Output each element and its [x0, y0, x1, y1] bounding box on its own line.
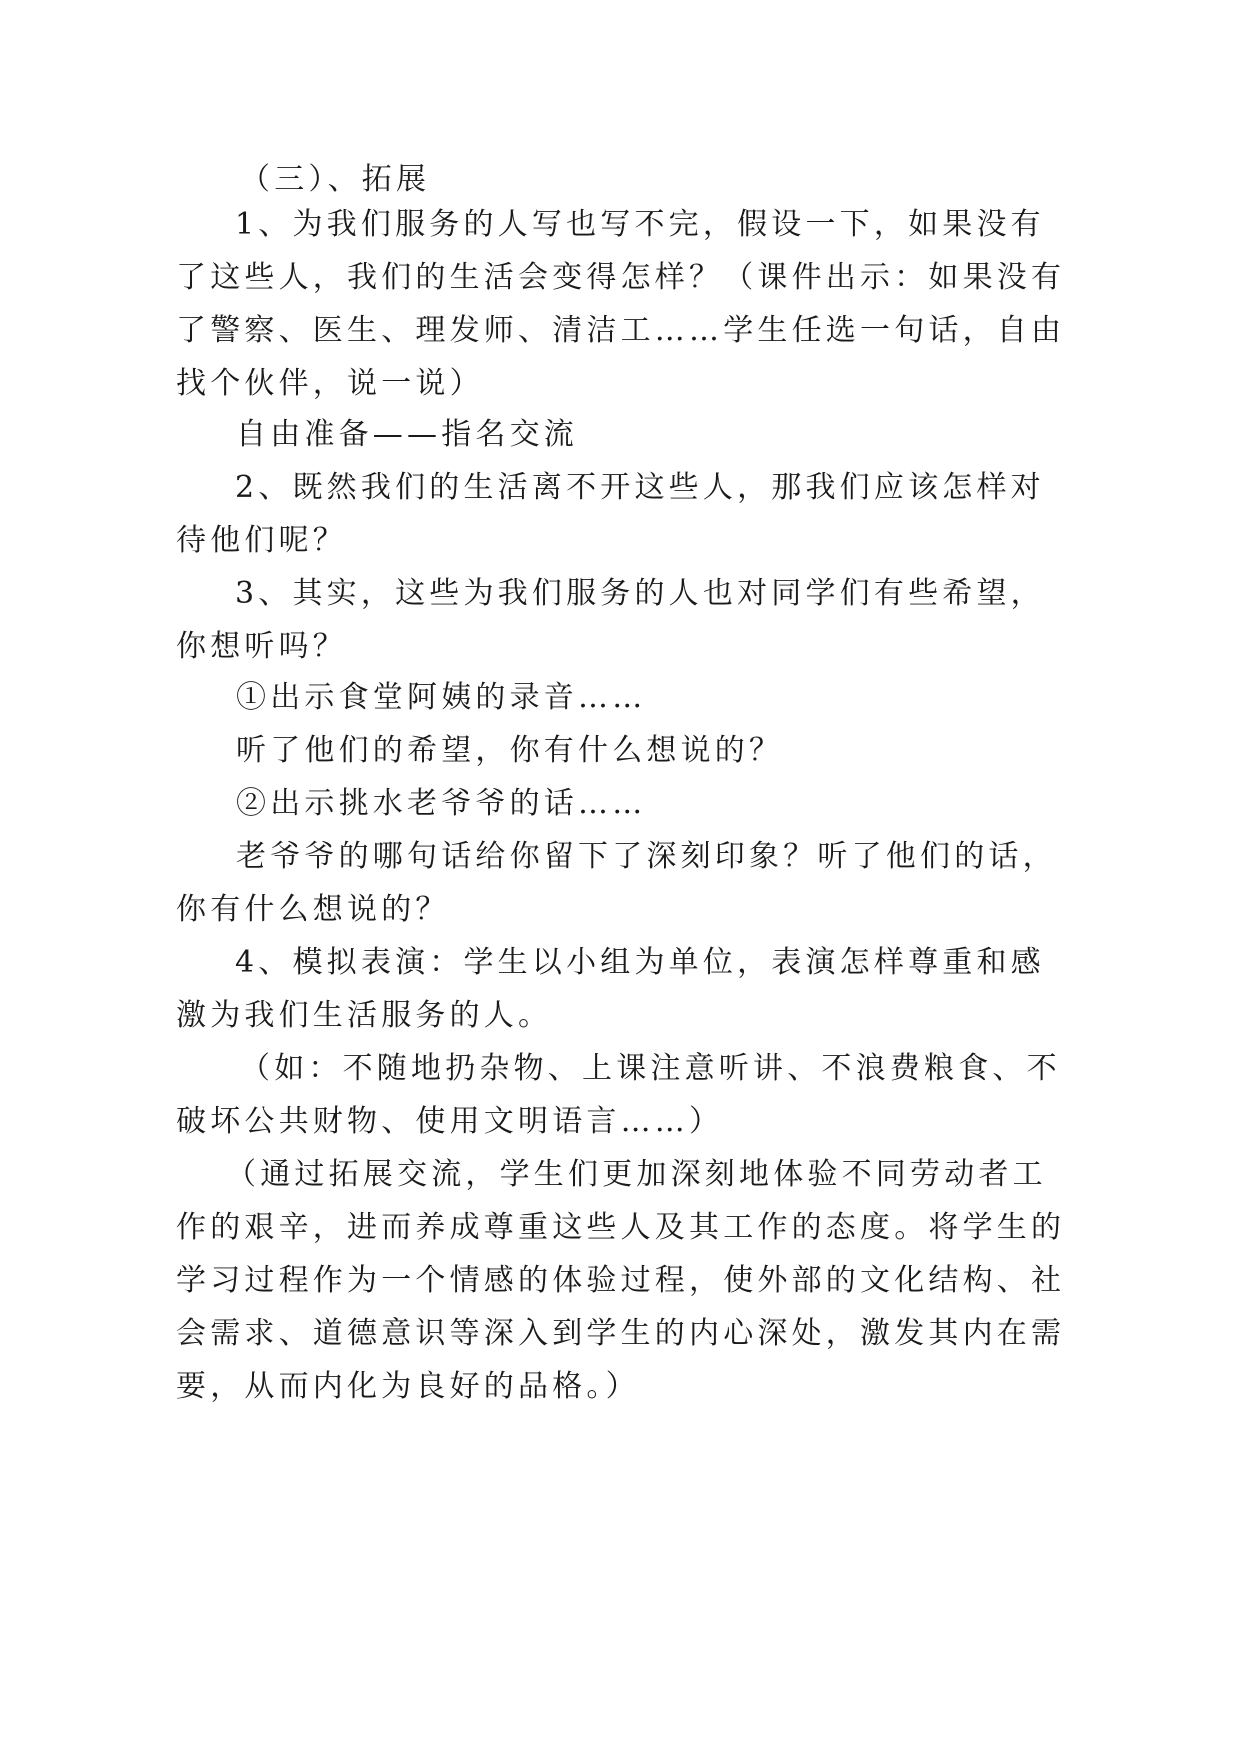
- paragraph-line: ①出示食堂阿姨的录音……: [236, 680, 647, 715]
- paragraph-line: 破坏公共财物、使用文明语言……）: [176, 1104, 724, 1139]
- paragraph-line: 3、其实，这些为我们服务的人也对同学们有些希望，: [235, 576, 1045, 611]
- paragraph-line: 1、为我们服务的人写也写不完，假设一下，如果没有: [235, 207, 1045, 242]
- paragraph-line: 了警察、医生、理发师、清洁工……学生任选一句话，自由: [176, 313, 1066, 348]
- paragraph-line: 听了他们的希望，你有什么想说的？: [236, 733, 784, 768]
- paragraph-line: ②出示挑水老爷爷的话……: [236, 786, 647, 821]
- paragraph-line: 你想听吗？: [176, 629, 347, 664]
- paragraph-line: （通过拓展交流，学生们更加深刻地体验不同劳动者工: [226, 1157, 1047, 1192]
- paragraph-line: 激为我们生活服务的人。: [176, 998, 553, 1033]
- paragraph-line: 自由准备——指名交流: [236, 417, 578, 452]
- paragraph-line: 作的艰辛，进而养成尊重这些人及其工作的态度。将学生的: [176, 1210, 1066, 1245]
- paragraph-line: 老爷爷的哪句话给你留下了深刻印象？听了他们的话，: [236, 839, 1057, 874]
- paragraph-line: 会需求、道德意识等深入到学生的内心深处，激发其内在需: [176, 1316, 1066, 1351]
- section-heading: （三）、拓展: [240, 162, 431, 197]
- paragraph-line: 学习过程作为一个情感的体验过程，使外部的文化结构、社: [176, 1263, 1066, 1298]
- paragraph-line: 2、既然我们的生活离不开这些人，那我们应该怎样对: [235, 470, 1045, 505]
- paragraph-line: 你有什么想说的？: [176, 892, 450, 927]
- paragraph-line: 待他们呢？: [176, 523, 347, 558]
- paragraph-line: 4、模拟表演：学生以小组为单位，表演怎样尊重和感: [235, 945, 1045, 980]
- paragraph-line: 要，从而内化为良好的品格。）: [176, 1369, 640, 1404]
- paragraph-line: 找个伙伴，说一说）: [176, 366, 484, 401]
- paragraph-line: 了这些人，我们的生活会变得怎样？（课件出示：如果没有: [176, 260, 1066, 295]
- paragraph-line: （如：不随地扔杂物、上课注意听讲、不浪费粮食、不: [240, 1051, 1061, 1086]
